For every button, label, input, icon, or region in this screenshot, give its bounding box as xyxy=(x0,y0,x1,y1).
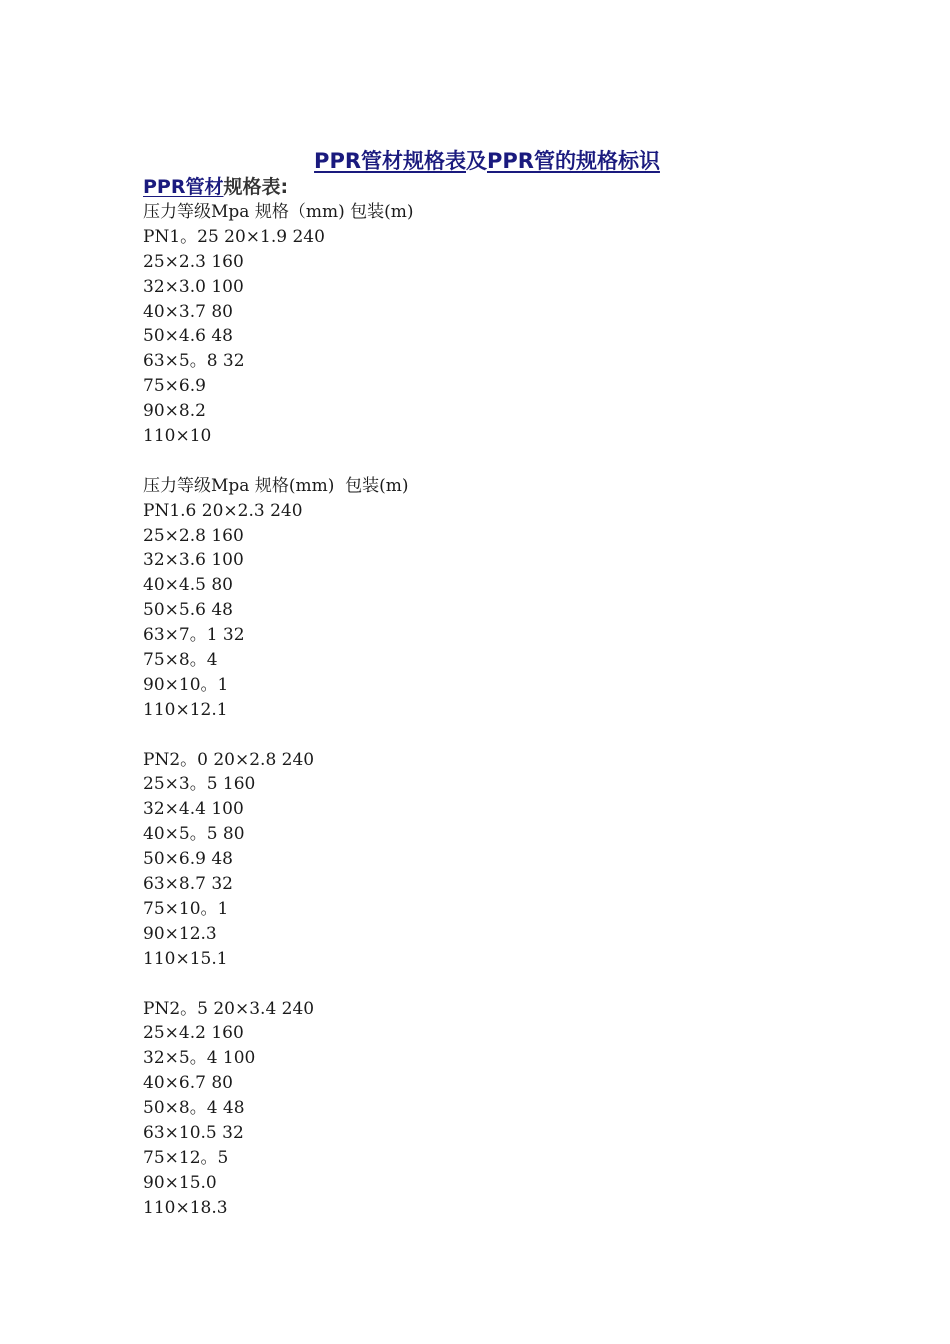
subheading-link-ppr-pipe[interactable]: PPR管材 xyxy=(143,176,224,198)
blank-line xyxy=(143,972,843,997)
spec-line: 110×15.1 xyxy=(143,948,228,969)
spec-header-line: 压力等级Mpa 规格（mm) 包装(m) xyxy=(143,202,414,222)
spec-line: PN1.6 20×2.3 240 xyxy=(143,500,303,521)
spec-line: 25×3。5 160 xyxy=(143,774,256,795)
spec-line: 25×4.2 160 xyxy=(143,1023,244,1044)
spec-line: 40×5。5 80 xyxy=(143,824,245,845)
spec-line: 90×12.3 xyxy=(143,923,217,944)
spec-line: 50×8。4 48 xyxy=(143,1098,245,1119)
spec-line: 63×8.7 32 xyxy=(143,874,233,895)
spec-line: 50×6.9 48 xyxy=(143,849,233,870)
spec-line: 32×3.6 100 xyxy=(143,550,244,571)
spec-line: 40×6.7 80 xyxy=(143,1073,233,1094)
spec-line: 50×4.6 48 xyxy=(143,326,233,347)
blank-line xyxy=(143,723,843,748)
document-title xyxy=(0,147,950,175)
spec-line: 110×10 xyxy=(143,426,212,447)
spec-line: PN2。5 20×3.4 240 xyxy=(143,998,315,1019)
spec-line: 90×10。1 xyxy=(143,674,229,695)
section-subheading xyxy=(143,175,843,200)
spec-line: 25×2.3 160 xyxy=(143,251,244,272)
spec-section-pn2-5 xyxy=(143,997,843,1221)
spec-line: 75×6.9 xyxy=(143,376,206,397)
spec-line: 50×5.6 48 xyxy=(143,600,233,621)
subheading-text: 规格表: xyxy=(223,176,289,198)
spec-line: 63×5。8 32 xyxy=(143,351,245,372)
spec-line: 32×3.0 100 xyxy=(143,276,244,297)
spec-line: 40×4.5 80 xyxy=(143,575,233,596)
spec-line: 32×4.4 100 xyxy=(143,799,244,820)
title-connector: 及 xyxy=(466,149,487,173)
spec-line: 63×7。1 32 xyxy=(143,625,245,646)
spec-line: 90×8.2 xyxy=(143,401,206,422)
spec-line: 32×5。4 100 xyxy=(143,1048,256,1069)
spec-line: 110×18.3 xyxy=(143,1197,228,1218)
spec-line: 40×3.7 80 xyxy=(143,301,233,322)
spec-section-pn1-25 xyxy=(143,200,843,449)
blank-line xyxy=(143,449,843,474)
title-link-ppr-spec-marking[interactable]: PPR管的规格标识 xyxy=(487,149,660,173)
spec-line: 110×12.1 xyxy=(143,699,228,720)
spec-line: 75×10。1 xyxy=(143,898,229,919)
spec-line: 25×2.8 160 xyxy=(143,525,244,546)
spec-line: 90×15.0 xyxy=(143,1172,217,1193)
title-link-ppr-spec-table[interactable]: PPR管材规格表 xyxy=(314,149,466,173)
spec-section-pn1-6 xyxy=(143,474,843,723)
spec-line: 63×10.5 32 xyxy=(143,1122,244,1143)
spec-line: 75×12。5 xyxy=(143,1147,229,1168)
document-body xyxy=(143,175,843,1221)
spec-line: 75×8。4 xyxy=(143,650,218,671)
spec-header-line: 压力等级Mpa 规格(mm) 包装(m) xyxy=(143,475,409,496)
spec-line: PN1。25 20×1.9 240 xyxy=(143,226,325,247)
spec-section-pn2-0 xyxy=(143,748,843,972)
spec-line: PN2。0 20×2.8 240 xyxy=(143,749,315,770)
